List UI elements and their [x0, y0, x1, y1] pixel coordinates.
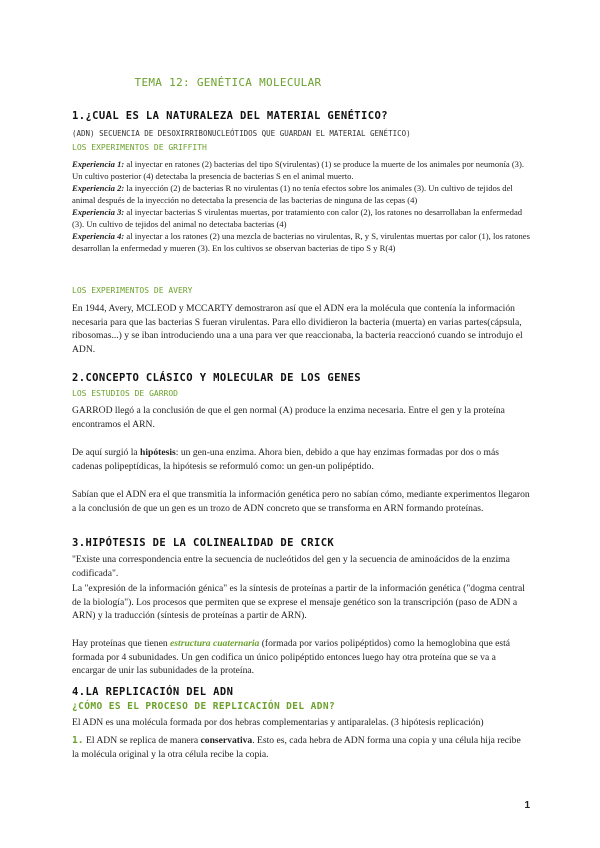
item-1-number: 1. [72, 735, 84, 746]
item-1-text: . Esto es, cada hebra de ADN forma una copia y una célula hija recibe la molécula original y la otra célula recibe la copia. [72, 735, 521, 760]
experiment-2-text: la inyección (2) de bacterias R no virulentas (1) no tenía efectos sobre los animales (3). Un cultivo de tejidos del animal después de la inyección no detectaba la presencia de las bacterias de ninguna de las cepas (4) [72, 183, 513, 205]
garrod-paragraph-3: Sabían que el ADN era el que transmitía la información genética pero no sabían cómo, mediante experimentos llegaron a la conclusión de que un gen es un trozo de ADN concreto que se transforma en ARN formando proteínas. [72, 489, 530, 514]
item-1-term: conservativa [200, 735, 253, 746]
item-1-intro: El ADN se replica de manera [83, 735, 201, 746]
hypothesis-text: : un gen-una enzima. Ahora bien, debido a que hay enzimas formadas por dos o más cadenas polipeptídicas, la hipótesis se reformuló como: un gen-un polipéptido. [72, 447, 499, 472]
experiment-4-text: al inyectar a los ratones (2) una mezcla de bacterias no virulentas, R, y S, virulentas muertas por calor (1), los ratones desarrollan la enfermedad y mueren (3). En los cultivos se observan bacterias de tipo S y R(4) [72, 231, 530, 253]
garrod-paragraph-2 [72, 446, 530, 473]
garrod-label: LOS ESTUDIOS DE GARROD [72, 389, 178, 398]
experiment-2 [72, 182, 530, 206]
experiment-3-text: al inyectar bacterias S virulentas muertas, por tratamiento con calor (2), los ratones no desarrollaban la enfermedad (3). Un cultivo de tejidos del animal no detectaba bacterias (4) [72, 207, 523, 229]
avery-paragraph: En 1944, Avery, MCLEOD y MCCARTY demostraron así que el ADN era la molécula que contenía la información necesaria para que las bacterias S fueran virulentas. Para ello dividieron la bacteria (muerta) en varias partes(cápsula, ribosomas...) y se iban introduciendo una a una para ver que reaccionaba, la bacteria reaccionó cuando se introdujo el ADN. [72, 303, 523, 355]
quaternary-intro: Hay proteínas que tienen [72, 638, 171, 649]
quaternary-term: estructura cuaternaria [170, 638, 260, 649]
crick-quote: "Existe una correspondencia entre la secuencia de nucleótidos del gen y la secuencia de aminoácidos de la enzima codificada". [72, 554, 510, 579]
section-2-heading: 2.CONCEPTO CLÁSICO Y MOLECULAR DE LOS GENES [72, 372, 362, 384]
section-4-heading: 4.LA REPLICACIÓN DEL ADN [72, 686, 234, 698]
page-number: 1 [524, 800, 530, 811]
avery-label: LOS EXPERIMENTOS DE AVERY [72, 286, 193, 295]
replication-paragraph: El ADN es una molécula formada por dos hebras complementarias y antiparalelas. (3 hipótesis replicación) [72, 717, 484, 728]
experiment-4 [72, 230, 530, 254]
experiment-4-label: Experiencia 4: [72, 231, 125, 241]
griffith-label: LOS EXPERIMENTOS DE GRIFFITH [72, 143, 207, 152]
replication-item-1 [72, 734, 530, 761]
experiment-2-label: Experiencia 2: [72, 183, 125, 193]
crick-paragraph-3 [72, 637, 530, 678]
experiment-1-text: al inyectar en ratones (2) bacterias del tipo S(virulentas) (1) se produce la muerte de los animales por neumonía (3). Un cultivo posterior (4) detectaba la presencia de bacterias S en el animal muerto. [72, 159, 524, 181]
replication-question: ¿CÓMO ES EL PROCESO DE REPLICACIÓN DEL ADN? [72, 701, 336, 712]
experiment-1 [72, 158, 530, 182]
experiment-3 [72, 206, 530, 230]
section-3-heading: 3.HIPÓTESIS DE LA COLINEALIDAD DE CRICK [72, 537, 335, 549]
crick-paragraph-2: La "expresión de la información génica" es la síntesis de proteínas a partir de la información genética ("dogma central de la biología"). Los procesos que permiten que se exprese el mensaje genético son la transcripción (paso de ADN a ARN) y la traducción (síntesis de proteínas a partir de ARN). [72, 583, 525, 622]
hypothesis-intro: De aquí surgió la [72, 447, 141, 458]
experiment-3-label: Experiencia 3: [72, 207, 125, 217]
hypothesis-term: hipótesis [140, 447, 176, 458]
adn-note: (ADN) SECUENCIA DE DESOXIRRIBONUCLEÓTIDOS QUE GUARDAN EL MATERIAL GENÉTICO) [72, 129, 411, 138]
garrod-paragraph-1: GARROD llegó a la conclusión de que el gen normal (A) produce la enzima necesaria. Entre el gen y la proteína encontramos el ARN. [72, 405, 505, 430]
document-title: TEMA 12: GENÉTICA MOLECULAR [134, 76, 322, 89]
section-1-heading: 1.¿CUAL ES LA NATURALEZA DEL MATERIAL GENÉTICO? [72, 110, 388, 122]
quaternary-text: (formada por varios polipéptidos) como la hemoglobina que está formada por 4 subunidades. Un gen codifica un único polipéptido entonces luego hay otra proteína que se va a encargar de unir las subunidades de la proteína. [72, 638, 511, 677]
experiment-1-label: Experiencia 1: [72, 159, 125, 169]
